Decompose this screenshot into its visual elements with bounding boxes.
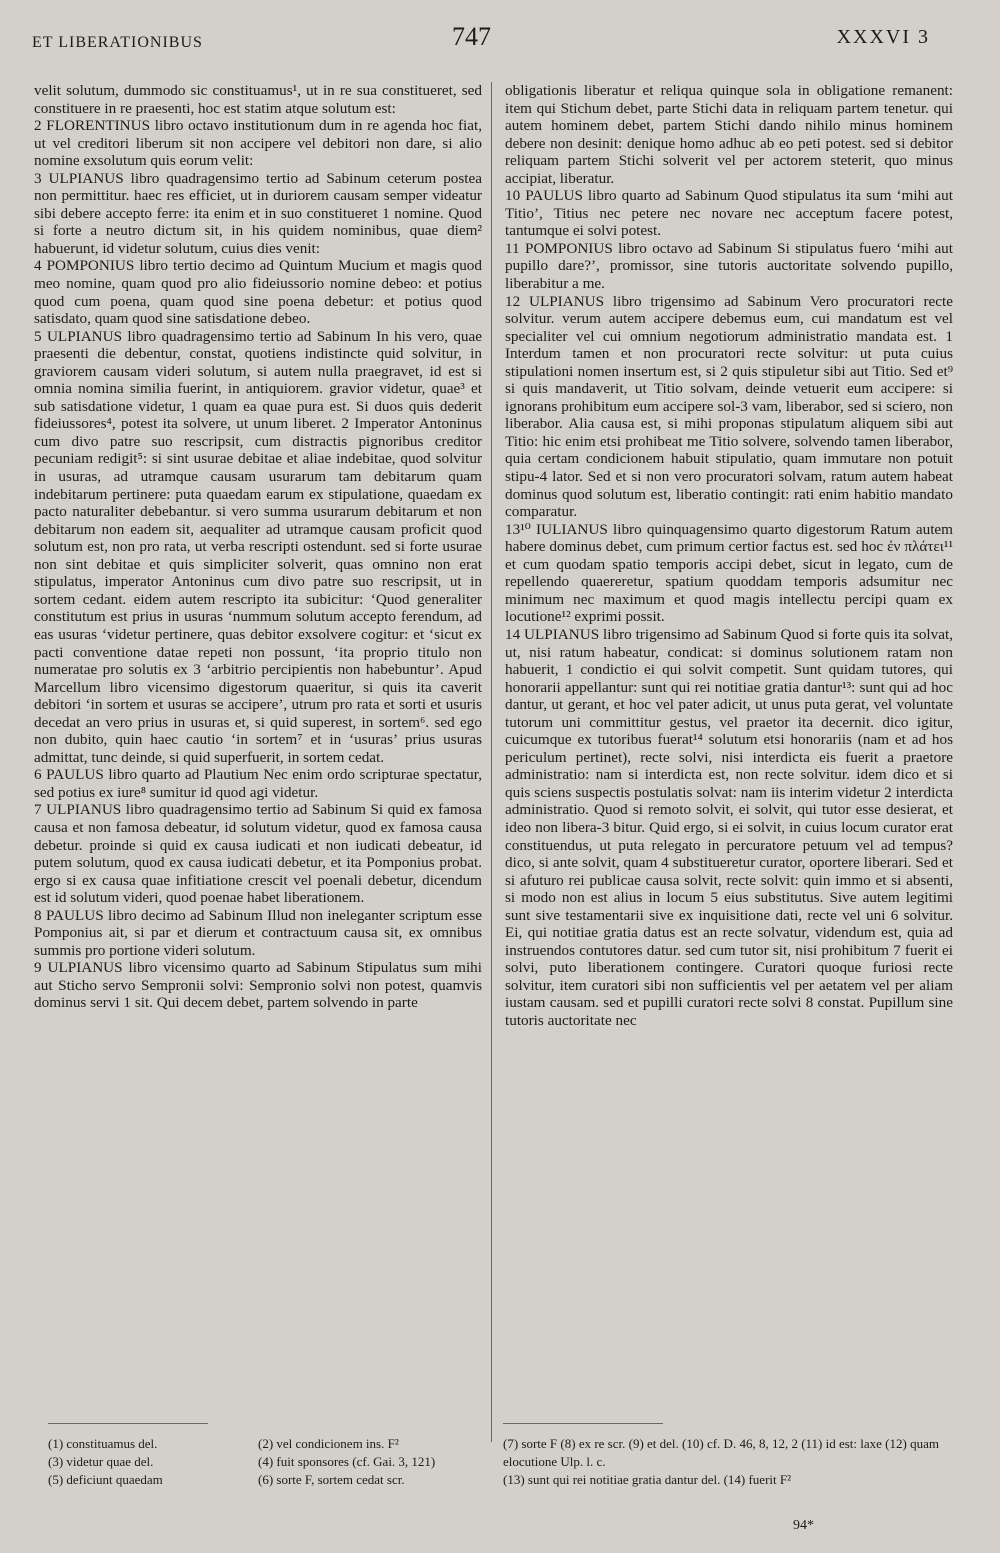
footnote: (1) constituamus del. <box>48 1436 158 1451</box>
paragraph: 2 FLORENTINUS libro octavo institutionum dum in re agenda hoc fiat, ut vel creditori liberum sit non accipere vel debitori non dare, si alio nomine exsolutum quis eorum velit: <box>34 117 482 170</box>
paragraph: obligationis liberatur et reliqua quinque sola in obligatione remanent: item qui Stichum debet, parte Stichi data in reliquam partem tenetur. qui autem hominem debet, partem Stichi dando nihilo minus hominem debere non desinit: denique homo adhuc ab eo peti potest. sed si debitor reliquam partem Stichi solverit vel per actorem steterit, quo minus accipiat, liberatur. <box>505 82 953 187</box>
footnote: (6) sorte F, sortem cedat scr. <box>258 1472 405 1487</box>
footnote-row <box>48 1435 478 1453</box>
signature-mark: 94* <box>793 1518 814 1533</box>
footnote: (5) deficiunt quaedam <box>48 1472 163 1487</box>
footnote-rule-right <box>503 1423 663 1424</box>
paragraph: 6 PAULUS libro quarto ad Plautium Nec enim ordo scripturae spectatur, sed potius ex iure⁸ sumitur id quod agi videtur. <box>34 766 482 801</box>
right-text-column <box>505 82 953 1030</box>
paragraph: 7 ULPIANUS libro quadragensimo tertio ad Sabinum Si quid ex famosa causa et non famosa debeatur, id solutum videtur, quod ex famosa causa debetur. proinde si quid ex causa iudicati et non iudicati debeatur, id putem solutum, quod ex causa iudicati debetur, et ita Pomponius probat. ergo si ex causa quae infitiatione crescit vel poenali debetur, dicendum est id solutum videri, quod poenae habet liberationem. <box>34 801 482 907</box>
paragraph: 9 ULPIANUS libro vicensimo quarto ad Sabinum Stipulatus sum mihi aut Sticho servo Sempronii solvi: Sempronio solvi non potest, quamvis dominus servi 1 sit. Qui decem debet, partem solvendo in parte <box>34 959 482 1012</box>
footnote-row <box>48 1471 478 1489</box>
footnote-line: (7) sorte F (8) ex re scr. (9) et del. (10) cf. D. 46, 8, 12, 2 (11) id est: laxe (12) quam elocutione Ulp. l. c. <box>503 1436 939 1469</box>
footnote-rule-left <box>48 1423 208 1424</box>
paragraph: 11 POMPONIUS libro octavo ad Sabinum Si stipulatus fuero ‘mihi aut pupillo dare?’, promissor, sine tutoris auctoritate solvendo pupillo, liberabitur a me. <box>505 239 953 293</box>
paragraph: 10 PAULUS libro quarto ad Sabinum Quod stipulatus ita sum ‘mihi aut Titio’, Titius nec petere nec novare nec acceptum facere potest, tantumque ei solvi potest. <box>505 187 953 240</box>
footnotes-right <box>503 1435 963 1489</box>
page-number: 747 <box>452 22 491 51</box>
footnotes-left <box>48 1435 478 1489</box>
paragraph: 14 ULPIANUS libro trigensimo ad Sabinum Quod si forte quis ita solvat, ut, nisi ratum habeatur, condicat: si dominus solutionem ratam non habuerit, 1 condictio ei qui solvit competit. Sunt quidam tutores, qui honorarii appellantur: sunt qui rei notitiae gratia dantur¹³: sunt qui ad hoc dantur, ut gerant, et hoc vel pater adicit, ut unus puta gerat, vel voluntate tutorum uni committitur gestus, vel praetor ita decernit. dico igitur, cuicumque ex tutoribus fuerat¹⁴ solutum etsi honorariis (nam et ad hos periculum pertinet), recte solvi, nisi interdicta eis fuerit a praetore administratio: nam si interdicta est, non recte solvitur. idem dico et si quis sciens suspectis postulatis solvat: nam iis interim videtur 2 interdicta administratio. Quod si remoto solvit, ei solvit, qui tutor esse desierat, et ideo non libera-3 bitur. Quid ergo, si ei solvit, in cuius locum curator erat constituendus, ut puta relegato in percuratore petuum vel ad tempus? dico, si ante solvit, quam 4 substitueretur curator, oportere liberari. Sed et si afuturo rei publicae causa solvit, recte solvit: quin immo et si absenti, si modo non est alius in locum 5 eius substitutus. Sive autem legitimi sunt sive testamentarii sive ex inquisitione dati, recte vel uni 6 solvitur. Ei, qui notitiae gratia datus est an recte solvatur, videndum est, quia ad instruendos contutores datur. sed cum tutor sit, nisi prohibitum 7 fuerit ei solvi, puto liberationem contingere. Curatori quoque furiosi recte solvitur, item curatori sibi non sufficientis vel per aetatem vel per aliam iustam causam. sed et pupilli curatori recte solvi 8 constat. Pupillum sine tutoris auctoritate nec <box>505 625 953 1029</box>
left-text-column <box>34 82 482 1012</box>
paragraph: 12 ULPIANUS libro trigensimo ad Sabinum Vero procuratori recte solvitur. verum autem accipere debemus eum, cui mandatum est vel specialiter vel cui omnium negotiorum administratio mandata est. 1 Interdum tamen et non procuratori recte solvitur: ut puta cuius stipulationi nomen insertum est, si 2 quis stipuletur sibi aut Titio. Sed et⁹ si quis mandaverit, ut Titio solvam, deinde vetuerit eum accipere: si ignorans prohibitum eum accipere sol-3 vam, liberabor, sed si sciero, non liberabor. Alia causa est, si mihi proponas stipulatum aliquem sibi aut Titio: hic enim etsi prohibeat me Titio solvere, solvendo tamen liberabor, quia certam condicionem habuit stipulatio, quam immutare non potuit stipu-4 lator. Sed et si non vero procuratori solvam, ratum autem habeat dominus quod solutum est, liberatio contingit: rati enim habitio mandato comparatur. <box>505 292 953 521</box>
paragraph: 4 POMPONIUS libro tertio decimo ad Quintum Mucium et magis quod meo nomine, quam quod pro alio fideiussorio nomine debeo: et potius quod cum poena, quam quod sine poena debetur: et potius quod satisdato, quam quod sine satisdatione debeo. <box>34 257 482 328</box>
footnote: (2) vel condicionem ins. F² <box>258 1436 399 1451</box>
paragraph: 13¹⁰ IULIANUS libro quinquagensimo quarto digestorum Ratum autem habere dominus debet, cum primum certior factus est. sed hoc ἐν πλάτει¹¹ et cum quodam spatio temporis accipi debet, sicut in legato, cum de repellendo quaereretur, spatium quoddam temporis adsumitur nec minimum nec maximum et quod magis intellectu percipi quam ex locutione¹² exprimi possit. <box>505 520 953 626</box>
paragraph: 5 ULPIANUS libro quadragensimo tertio ad Sabinum In his vero, quae praesenti die debentur, constat, quotiens indistincte quid solvitur, in graviorem causam videri solutum, si autem nulla praegravet, id est si omnia nomina similia fuerint, in antiquiorem. gravior videtur, quae³ et sub satisdatione videtur, 1 quam ea quae pura est. Si duos quis dederit fideiussores⁴, potest ita solvere, ut unum liberet. 2 Imperator Antoninus cum divo patre suo rescripsit, cum distractis pignoribus creditor pecuniam redigit⁵: si sint usurae debitae et aliae indebitae, quod solvitur in usuras, ad utramque causam usurarum tam debitarum quam indebitarum pertinere: puta quaedam earum ex stipulatione, quaedam ex pacto naturaliter debebantur. si vero summa usurarum debitarum et non debitarum non eadem sit, aequaliter ad utramque causam proficit quod solutum est, non pro rata, ut verba rescripti ostendunt. sed si forte usurae non sint debitae et quis simpliciter solverit, quas omnino non erat stipulatus, imperator Antoninus cum divo patre suo rescripsit, ut in sortem cedant. eidem autem rescripto ita subicitur: ‘Quod generaliter constitutum est prius in usuras ‘nummum solutum accepto ferendum, ad eas usuras ‘videtur pertinere, quas debitor exsolvere cogitur: et ‘sicut ex pacti conventione datae repeti non possunt, ‘ita proprio titulo non numeratae pro solutis ex 3 ‘arbitrio percipientis non habebuntur’. Apud Marcellum libro vicensimo digestorum quaeritur, si quis ita caverit debitori ‘in sortem et usuras se accipere’, utrum pro rata et sorti et usuris decedat an vero prius in usuras et, si quid superest, in sortem⁶. sed ego non dubito, quin haec cautio ‘in sortem⁷ et in ‘usuras’ prius usuras admittat, tunc deinde, si quid superfuerit, in sortem cedat. <box>34 327 482 766</box>
running-header <box>0 18 1000 62</box>
header-section: XXXVI 3 <box>836 26 930 48</box>
footnote-row <box>48 1453 478 1471</box>
paragraph: 3 ULPIANUS libro quadragensimo tertio ad Sabinum ceterum postea non permittitur. haec res efficiet, ut in duriorem causam semper videatur sibi debere accepto ferre: ita enim et in suo constitueret 1 nomine. Quod si forte a neutro dictum sit, in his quidem nominibus, quae diem² habuerunt, id videtur solutum, cuius dies venit: <box>34 169 482 257</box>
footnote: (3) videtur quae del. <box>48 1454 154 1469</box>
footnote: (4) fuit sponsores (cf. Gai. 3, 121) <box>258 1454 436 1469</box>
column-divider <box>491 82 492 1442</box>
paragraph: velit solutum, dummodo sic constituamus¹, ut in re sua constitueret, sed constituere in re praesenti, hoc est statim atque solutum est: <box>34 82 482 117</box>
header-title: ET LIBERATIONIBUS <box>32 34 203 51</box>
footnote-line: (13) sunt qui rei notitiae gratia dantur del. (14) fuerit F² <box>503 1472 792 1487</box>
paragraph: 8 PAULUS libro decimo ad Sabinum Illud non ineleganter scriptum esse Pomponius ait, si par et dierum et contractuum causa sit, ex omnibus summis pro portione videri solutum. <box>34 906 482 959</box>
